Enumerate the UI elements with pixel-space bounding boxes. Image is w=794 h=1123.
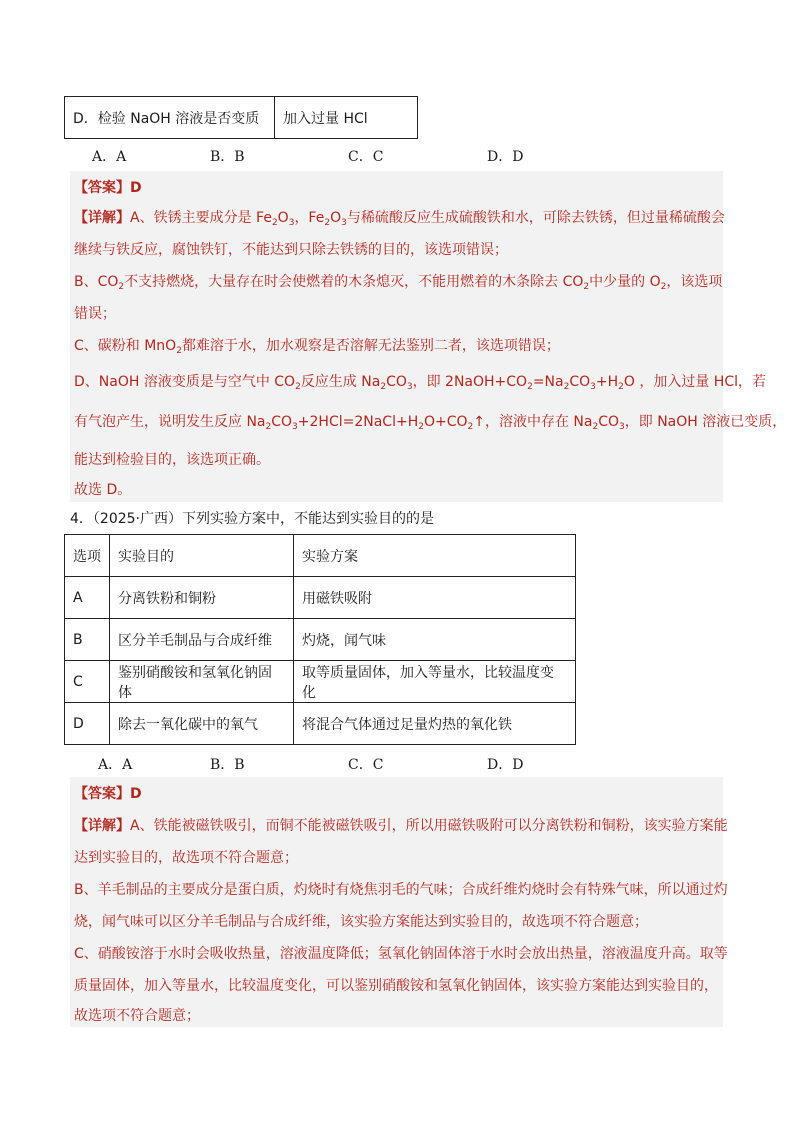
table-cell: C xyxy=(65,661,110,703)
explanation-line: 达到实验目的，故选项不符合题意； xyxy=(74,850,298,866)
table-cell: 取等质量固体，加入等量水，比较温度变化 xyxy=(294,661,576,703)
answer-label: 【答案】D xyxy=(74,786,142,802)
explanation-line: 错误； xyxy=(74,306,116,322)
final-answer: 故选 D。 xyxy=(74,482,132,498)
explanation-line: 有气泡产生，说明发生反应 $Na_2CO_3+2HCl=2NaCl+H_2O+CO_2↑$，溶液中存在 $Na_2CO_3$，即 NaOH 溶液已变质， xyxy=(74,414,787,432)
table-cell: A xyxy=(65,577,110,619)
option-c: C．C xyxy=(348,757,384,773)
table-previous-question xyxy=(64,96,418,139)
table-cell: 加入过量 HCl xyxy=(275,97,418,139)
answer-label: 【答案】D xyxy=(74,180,142,196)
explanation-line: 质量固体，加入等量水，比较温度变化，可以鉴别硝酸铵和氢氧化钠固体，该实验方案能达到实验目的， xyxy=(74,978,718,994)
table-cell: 区分羊毛制品与合成纤维 xyxy=(110,619,294,661)
table-row xyxy=(65,661,576,703)
table-cell: 用磁铁吸附 xyxy=(294,577,576,619)
option-a: A．A xyxy=(98,757,133,773)
explanation-line: C、碳粉和 MnO$_2$都难溶于水，加水观察是否溶解无法鉴别二者，该选项错误； xyxy=(74,338,560,356)
option-a: A．A xyxy=(92,149,127,165)
answer-options xyxy=(0,146,794,166)
table-row xyxy=(65,577,576,619)
table-cell: 将混合气体通过足量灼热的氧化铁 xyxy=(294,703,576,745)
table-cell: B xyxy=(65,619,110,661)
option-b: B．B xyxy=(210,149,245,165)
explanation-line: B、羊毛制品的主要成分是蛋白质，灼烧时有烧焦羽毛的气味；合成纤维灼烧时会有特殊气味，所以通过灼 xyxy=(74,882,728,898)
explanation-line: 能达到检验目的，该选项正确。 xyxy=(74,452,270,468)
table-cell: D．检验 NaOH 溶液是否变质 xyxy=(65,97,275,139)
table-row xyxy=(65,619,576,661)
table-header: 实验方案 xyxy=(294,535,576,577)
table-row xyxy=(65,703,576,745)
explanation-line: 继续与铁反应，腐蚀铁钉，不能达到只除去铁锈的目的，该选项错误； xyxy=(74,242,508,258)
explanation-line: 【详解】A、铁锈主要成分是 $Fe_2O_3$，$Fe_2O_3$与稀硫酸反应生成硫酸铁和水，可除去铁锈，但过量稀硫酸会 xyxy=(74,210,725,228)
experiment-table xyxy=(64,534,576,745)
explanation-line: 故选项不符合题意； xyxy=(74,1008,200,1024)
explanation-line: B、$CO_2$不支持燃烧，大量存在时会使燃着的木条熄灭，不能用燃着的木条除去 $CO_2$中少量的 $O_2$，该选项 xyxy=(74,274,723,292)
table-header: 实验目的 xyxy=(110,535,294,577)
table-cell: 灼烧，闻气味 xyxy=(294,619,576,661)
option-b: B．B xyxy=(210,757,245,773)
explanation-line: D、NaOH 溶液变质是与空气中 $CO_2$反应生成 $Na_2CO_3$，即 $2NaOH+CO_2=Na_2CO_3+H_2O$ ，加入过量 HCl，若 xyxy=(74,374,766,392)
answer-explanation-block xyxy=(70,777,728,1027)
explanation-line: C、硝酸铵溶于水时会吸收热量，溶液温度降低；氢氧化钠固体溶于水时会放出热量，溶液温度升高。取等 xyxy=(74,946,728,962)
answer-explanation-block xyxy=(70,171,787,502)
table-header: 选项 xyxy=(65,535,110,577)
table-cell: 除去一氧化碳中的氧气 xyxy=(110,703,294,745)
table-header-row xyxy=(65,535,576,577)
option-d: D．D xyxy=(487,149,524,165)
option-d: D．D xyxy=(487,757,524,773)
option-c: C．C xyxy=(348,149,384,165)
answer-options xyxy=(0,754,794,774)
table-cell: 分离铁粉和铜粉 xyxy=(110,577,294,619)
explanation-line: 烧，闻气味可以区分羊毛制品与合成纤维，该实验方案能达到实验目的，故选项不符合题意； xyxy=(74,914,648,930)
table-cell: 鉴别硝酸铵和氢氧化钠固体 xyxy=(110,661,294,703)
explanation-line: 【详解】A、铁能被磁铁吸引，而铜不能被磁铁吸引，所以用磁铁吸附可以分离铁粉和铜粉，该实验方案能 xyxy=(74,818,728,834)
table-cell: D xyxy=(65,703,110,745)
question-stem: 4．（2025·广西）下列实验方案中，不能达到实验目的的是 xyxy=(70,511,434,527)
